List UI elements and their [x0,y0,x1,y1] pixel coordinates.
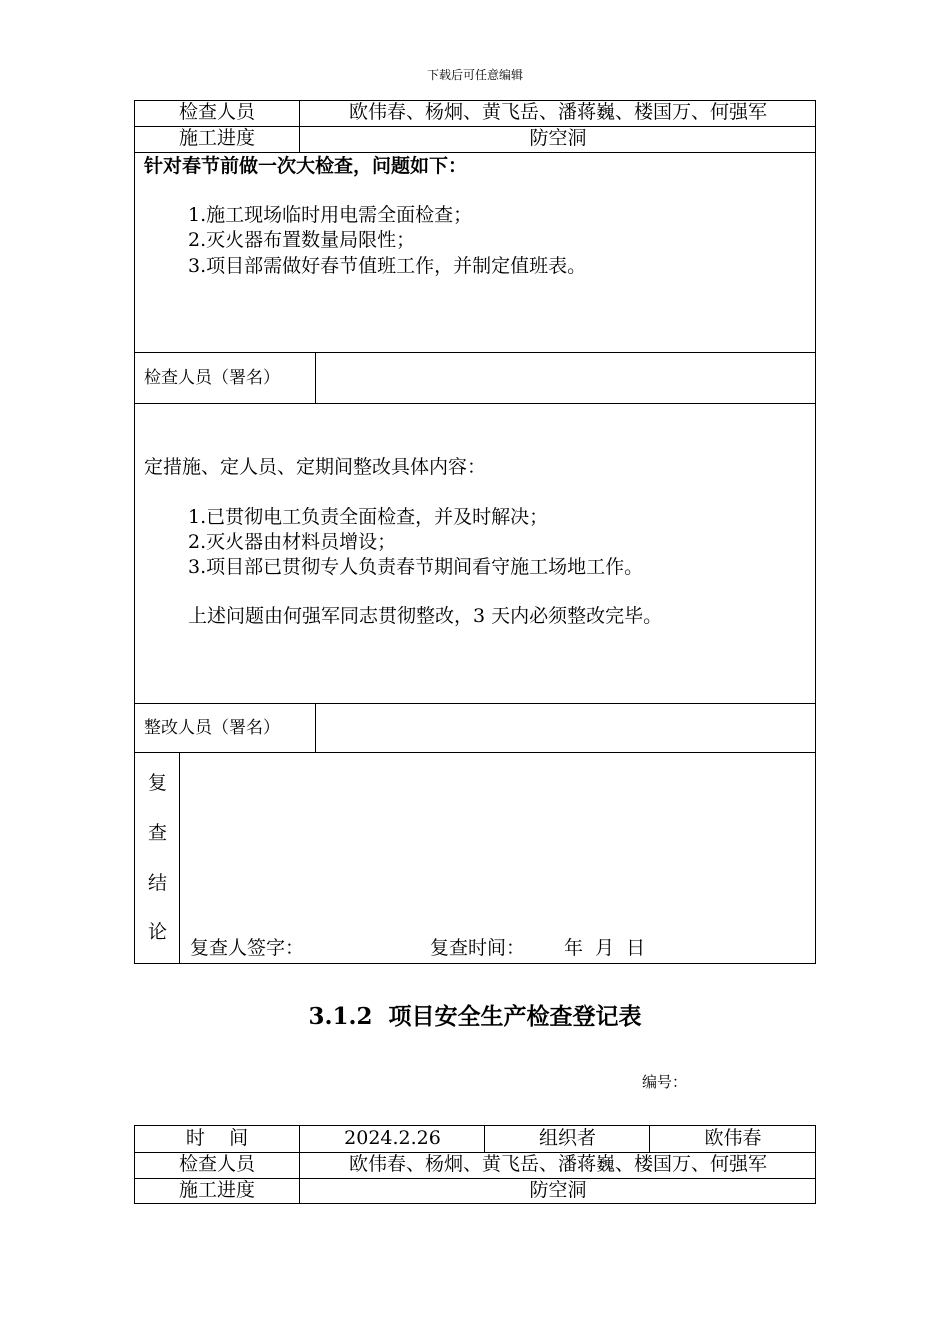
header-note: 下载后可任意编辑 [426,68,523,82]
issues-heading: 针对春节前做一次大检查，问题如下： [144,155,468,177]
row-divider [134,152,816,153]
organizer-value: 欧伟春 [704,1127,762,1149]
rectifier-sign-label: 整改人员（署名） [144,718,280,738]
recheck-signer-label: 复查人签字： [190,937,305,959]
issue-item: 1.施工现场临时用电需全面检查； [188,204,473,226]
col-divider [315,703,316,752]
rectify-item: 3.项目部已贯彻专人负责春节期间看守施工场地工作。 [188,556,644,578]
recheck-label-char: 复 [148,772,168,794]
time-label: 时 间 [185,1127,249,1149]
row-divider [134,703,816,704]
row-divider [134,352,816,353]
recheck-label-char: 结 [148,872,168,894]
inspector-sign-label: 检查人员（署名） [144,368,280,388]
recheck-label-char: 查 [148,822,168,844]
time-value: 2024.2.26 [344,1127,441,1149]
issue-item: 3.项目部需做好春节值班工作，并制定值班表。 [188,255,587,277]
section-title: 3.1.2 项目安全生产检查登记表 [308,1003,642,1030]
issue-item: 2.灭火器布置数量局限性； [188,229,416,251]
rectifier-sign-field[interactable] [317,705,814,751]
inspectors-label: 检查人员 [178,1153,255,1175]
col-divider [315,352,316,403]
recheck-label-char: 论 [148,921,168,943]
progress-label: 施工进度 [178,127,255,149]
serial-label: 编号： [642,1073,688,1091]
progress-value: 防空洞 [529,1179,587,1201]
inspector-sign-field[interactable] [317,354,814,402]
rectify-heading: 定措施、定人员、定期间整改具体内容： [144,456,487,478]
recheck-date-label: 年 月 日 [564,937,646,959]
organizer-label: 组织者 [538,1127,596,1149]
rectify-item: 2.灭火器由材料员增设； [188,531,397,553]
col-divider [179,752,180,964]
row-divider [134,403,816,404]
rectify-note: 上述问题由何强军同志贯彻整改，3 天内必须整改完毕。 [188,605,663,627]
inspectors-label: 检查人员 [178,101,255,123]
progress-value: 防空洞 [529,127,587,149]
progress-label: 施工进度 [178,1179,255,1201]
recheck-time-label: 复查时间： [430,937,526,959]
inspectors-value: 欧伟春、杨炯、黄飞岳、潘蒋巍、楼国万、何强军 [348,101,767,123]
inspectors-value: 欧伟春、杨炯、黄飞岳、潘蒋巍、楼国万、何强军 [348,1153,767,1175]
rectify-item: 1.已贯彻电工负责全面检查，并及时解决； [188,506,549,528]
row-divider [134,752,816,753]
